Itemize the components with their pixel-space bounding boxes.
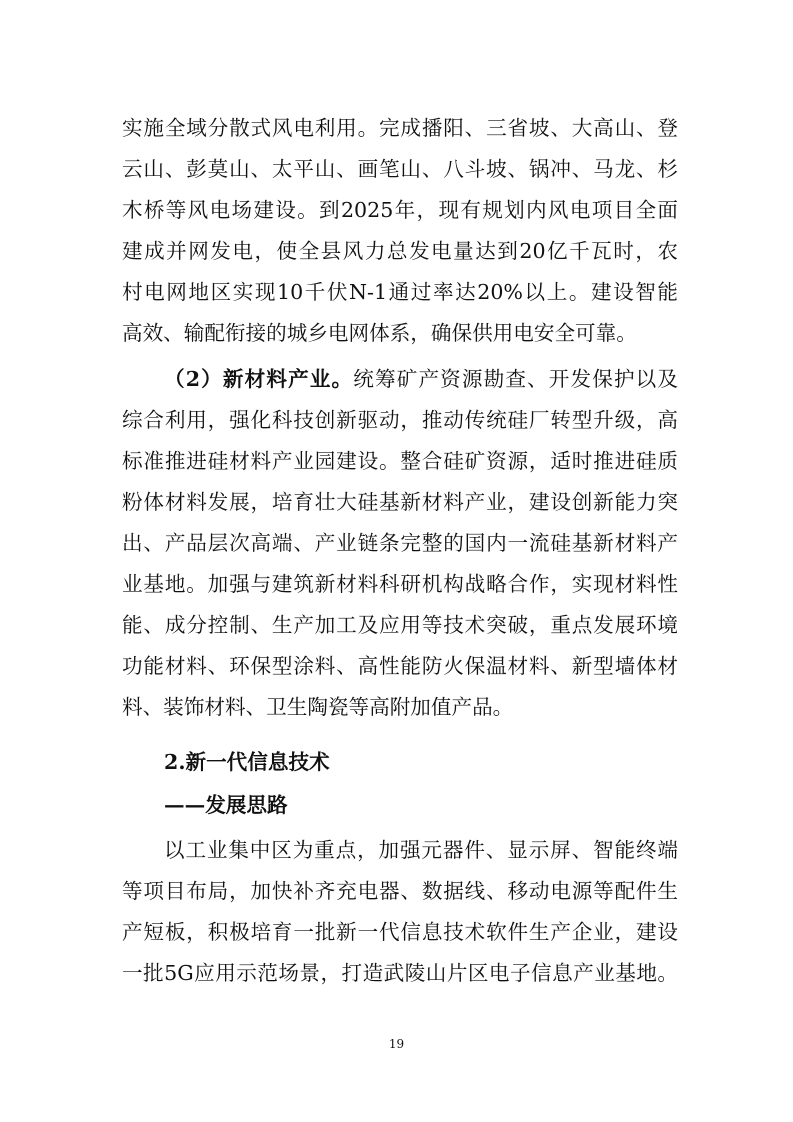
para2-lead-bold: （2）新材料产业。 xyxy=(164,367,354,391)
sub-heading: ——发展思路 xyxy=(164,793,288,817)
para1-line-1: 实施全域分散式风电利用。完成播阳、三省坡、大高山、登 xyxy=(122,116,678,140)
para3-line-4: 一批5G应用示范场景，打造武陵山片区电子信息产业基地。 xyxy=(122,961,678,985)
para3-line-3: 产短板，积极培育一批新一代信息技术软件生产企业，建设 xyxy=(122,920,678,944)
para2-line-9: 料、装饰材料、卫生陶瓷等高附加值产品。 xyxy=(122,695,514,719)
para1-line-2: 云山、彭莫山、太平山、画笔山、八斗坡、锅冲、马龙、杉 xyxy=(122,157,678,181)
para2-first-line-rest: 统筹矿产资源勘查、开发保护以及 xyxy=(353,367,678,391)
section-heading: 2.新一代信息技术 xyxy=(164,750,330,774)
para2-line-8: 功能材料、环保型涂料、高性能防火保温材料、新型墙体材 xyxy=(122,654,678,678)
para2-line-3: 标准推进硅材料产业园建设。整合硅矿资源，适时推进硅质 xyxy=(122,449,678,473)
para2-line-6: 业基地。加强与建筑新材料科研机构战略合作，实现材料性 xyxy=(122,572,678,596)
para2-line-5: 出、产品层次高端、产业链条完整的国内一流硅基新材料产 xyxy=(122,531,678,555)
para1-line-6: 高效、输配衔接的城乡电网体系，确保供用电安全可靠。 xyxy=(122,321,637,345)
page-number: 19 xyxy=(388,1037,405,1051)
para2-line-4: 粉体材料发展，培育壮大硅基新材料产业，建设创新能力突 xyxy=(122,490,678,514)
para1-line-4: 建成并网发电，使全县风力总发电量达到20亿千瓦时，农 xyxy=(122,239,678,263)
para3-line-1: 以工业集中区为重点，加强元器件、显示屏、智能终端 xyxy=(164,838,678,862)
para2-line-2: 综合利用，强化科技创新驱动，推动传统硅厂转型升级，高 xyxy=(122,408,678,432)
para2-line-7: 能、成分控制、生产加工及应用等技术突破，重点发展环境 xyxy=(122,613,678,637)
para2-line-1 xyxy=(164,365,678,393)
para1-line-5: 村电网地区实现10千伏N-1通过率达20%以上。建设智能 xyxy=(122,280,678,304)
para1-line-3: 木桥等风电场建设。到2025年，现有规划内风电项目全面 xyxy=(122,198,678,222)
para3-line-2: 等项目布局，加快补齐充电器、数据线、移动电源等配件生 xyxy=(122,879,678,903)
